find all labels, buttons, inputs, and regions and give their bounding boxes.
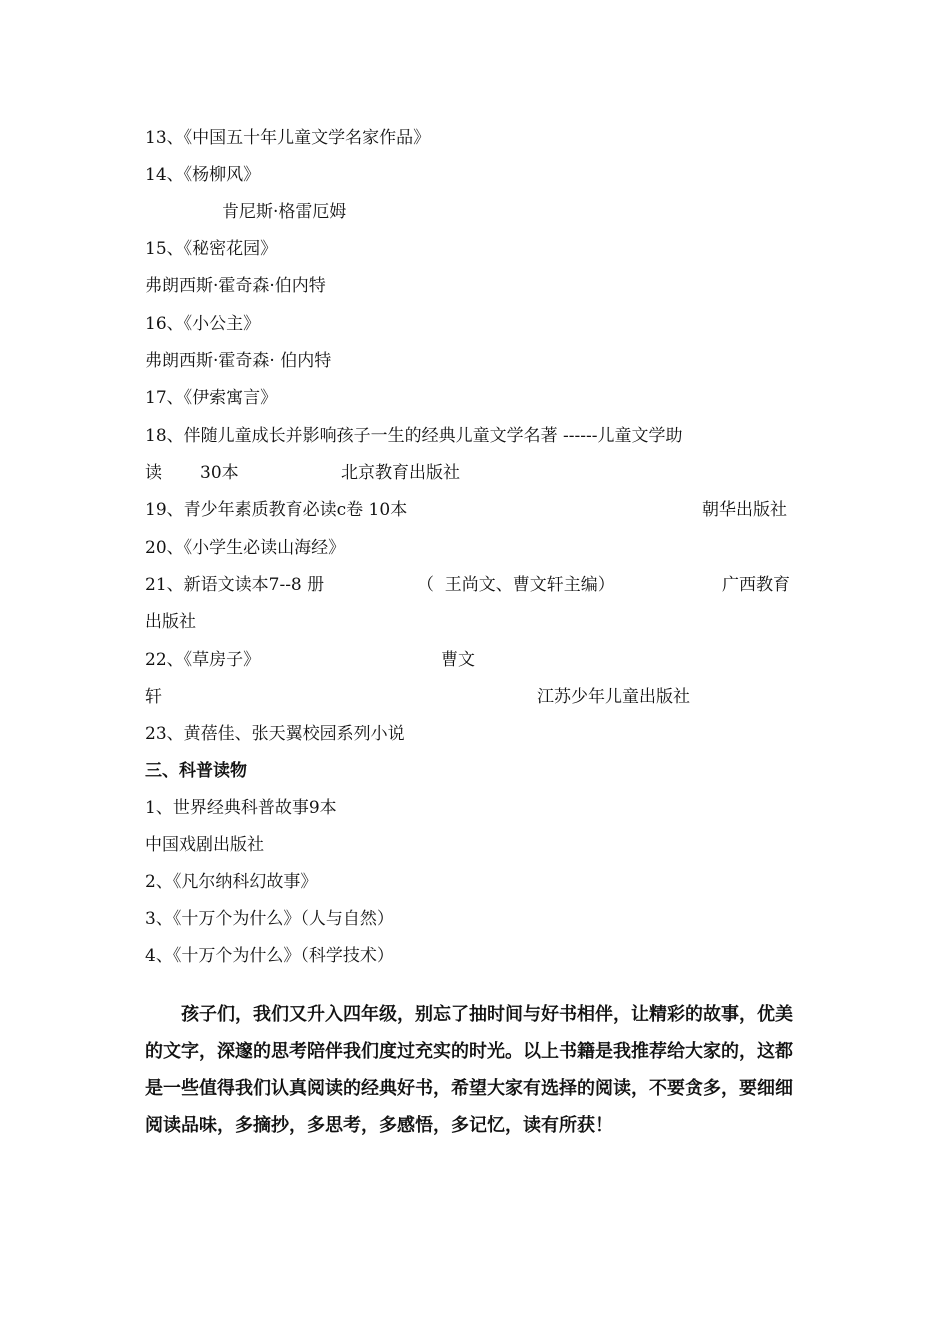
list-item-23: 23、黄蓓佳、张天翼校园系列小说 <box>145 724 405 744</box>
list-item-19: 19、青少年素质教育必读c卷 10本 <box>145 500 408 520</box>
list-item-21: 21、新语文读本7--8 册 <box>145 575 325 595</box>
list-item-22-publisher: 江苏少年儿童出版社 <box>537 687 690 707</box>
list-item-17: 17、《伊索寓言》 <box>145 388 278 408</box>
closing-paragraph: 孩子们，我们又升入四年级，别忘了抽时间与好书相伴，让精彩的故事，优美的文字，深邃的思考陪伴我们度过充实的时光。以上书籍是我推荐给大家的，这都是一些值得我们认真阅读的经典好书，希望大家有选择的阅读，不要贪多，要细细阅读品味，多摘抄，多思考，多感悟，多记忆，读有所获！ <box>145 1004 793 1136</box>
list-item-18-count: 30本 <box>200 463 239 483</box>
list-item-21-publisher: 广西教育 <box>722 575 790 595</box>
list-item-18: 18、伴随儿童成长并影响孩子一生的经典儿童文学名著 ------儿童文学助 <box>145 426 683 446</box>
list-item-22: 22、《草房子》 <box>145 650 261 670</box>
list-item-15-author: 弗朗西斯·霍奇森·伯内特 <box>145 276 326 296</box>
section-heading: 三、科普读物 <box>145 761 247 781</box>
list-item-19-publisher: 朝华出版社 <box>702 500 787 520</box>
list-item-18-cont: 读 <box>145 463 162 483</box>
list-item-13: 13、《中国五十年儿童文学名家作品》 <box>145 128 431 148</box>
list-item-15: 15、《秘密花园》 <box>145 239 278 259</box>
science-item-1: 1、世界经典科普故事9本 <box>145 798 337 818</box>
list-item-14: 14、《杨柳风》 <box>145 165 261 185</box>
list-item-21-publisher-cont: 出版社 <box>145 612 196 632</box>
list-item-22-author-cont: 轩 <box>145 687 162 707</box>
list-item-16: 16、《小公主》 <box>145 314 261 334</box>
list-item-21-editors: （ 王尚文、曹文轩主编） <box>417 575 615 595</box>
science-item-4: 4、《十万个为什么》（科学技术） <box>145 946 394 966</box>
list-item-14-author: 肯尼斯·格雷厄姆 <box>222 202 347 222</box>
list-item-20: 20、《小学生必读山海经》 <box>145 538 346 558</box>
science-item-1-publisher: 中国戏剧出版社 <box>145 835 264 855</box>
science-item-3: 3、《十万个为什么》（人与自然） <box>145 909 394 929</box>
list-item-18-publisher: 北京教育出版社 <box>341 463 460 483</box>
list-item-22-author: 曹文 <box>441 650 475 670</box>
science-item-2: 2、《凡尔纳科幻故事》 <box>145 872 318 892</box>
list-item-16-author: 弗朗西斯·霍奇森· 伯内特 <box>145 351 332 371</box>
